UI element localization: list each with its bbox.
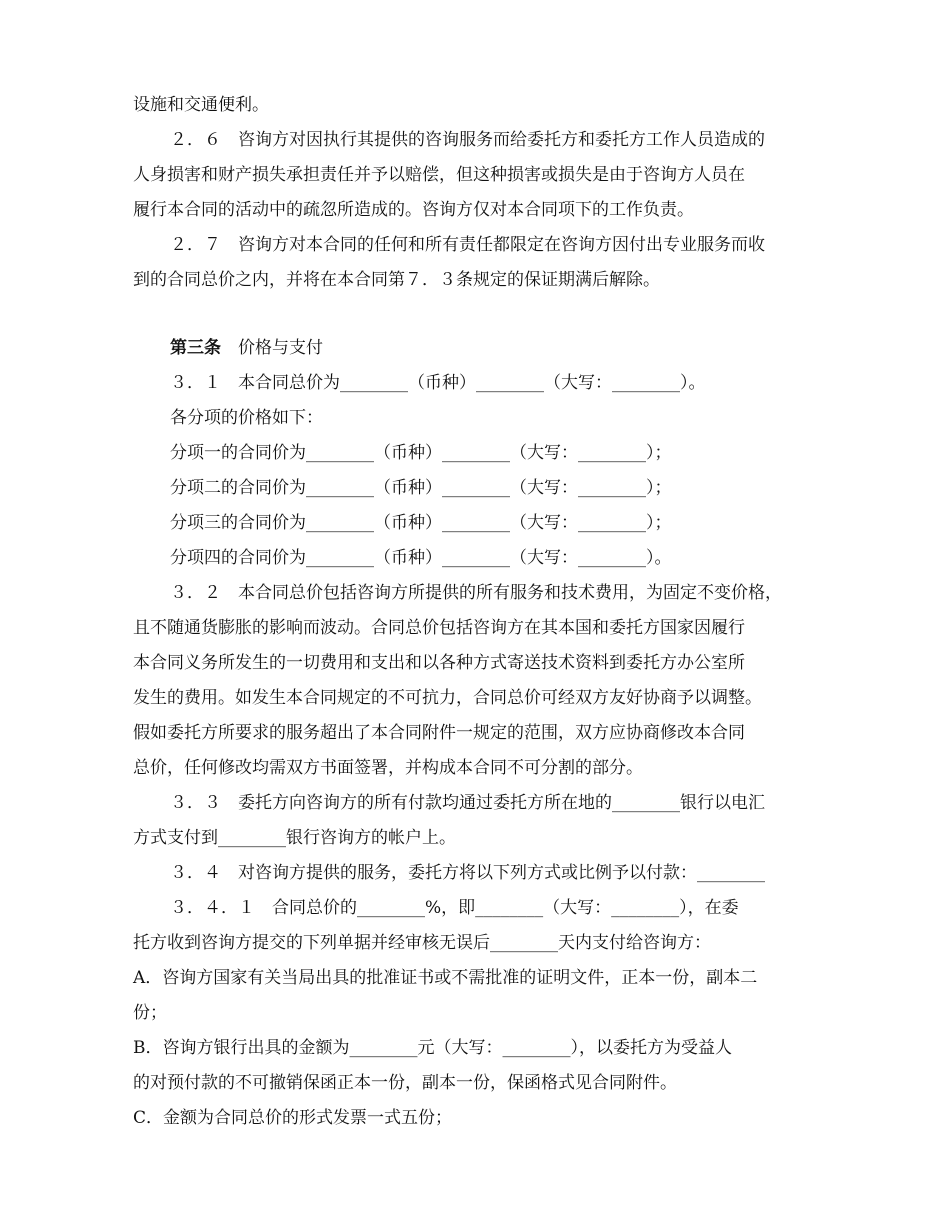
- text-line: 履行本合同的活动中的疏忽所造成的。咨询方仅对本合同项下的工作负责。: [133, 200, 694, 220]
- clause-3-3: ３．３ 委托方向咨询方的所有付款均通过委托方所在地的________银行以电汇: [170, 793, 765, 813]
- subitem-price: 分项二的合同价为________（币种）________（大写：________）；: [170, 478, 672, 498]
- list-item-c: C．金额为合同总价的形式发票一式五份；: [133, 1108, 453, 1128]
- text-line: 方式支付到________银行咨询方的帐户上。: [133, 828, 456, 848]
- text-line: 设施和交通便利。: [133, 95, 269, 115]
- text-line: 假如委托方所要求的服务超出了本合同附件一规定的范围，双方应协商修改本合同: [133, 723, 745, 743]
- text-line: 且不随通货膨胀的影响而波动。合同总价包括咨询方在其本国和委托方国家因履行: [133, 618, 745, 638]
- clause-3-4-1: ３．４．１ 合同总价的________%，即________（大写：________），在委: [170, 898, 739, 918]
- text-line: 份；: [133, 1003, 167, 1023]
- list-item-a: A．咨询方国家有关当局出具的批准证书或不需批准的证明文件，正本一份，副本二: [133, 968, 758, 988]
- subitem-price: 分项三的合同价为________（币种）________（大写：________）；: [170, 513, 672, 533]
- subitem-price: 分项四的合同价为________（币种）________（大写：________）。: [170, 548, 672, 568]
- text-line: 到的合同总价之内，并将在本合同第７．３条规定的保证期满后解除。: [133, 270, 660, 290]
- text-line: 本合同义务所发生的一切费用和支出和以各种方式寄送技术资料到委托方办公室所: [133, 653, 745, 673]
- text-line: 的对预付款的不可撤销保函正本一份，副本一份，保函格式见合同附件。: [133, 1073, 677, 1093]
- section-title: 价格与支付: [238, 338, 323, 358]
- text-line: 总价，任何修改均需双方书面签署，并构成本合同不可分割的部分。: [133, 758, 643, 778]
- text-line: 托方收到咨询方提交的下列单据并经审核无误后________天内支付给咨询方：: [133, 933, 711, 953]
- text-line: 人身损害和财产损失承担责任并予以赔偿，但这种损害或损失是由于咨询方人员在: [133, 165, 745, 185]
- clause-3-4: ３．４ 对咨询方提供的服务，委托方将以下列方式或比例予以付款：________: [170, 863, 765, 883]
- section-heading: [170, 333, 323, 358]
- clause-3-2: ３．２ 本合同总价包括咨询方所提供的所有服务和技术费用，为固定不变价格，: [170, 583, 782, 603]
- clause-2-6: ２．６ 咨询方对因执行其提供的咨询服务而给委托方和委托方工作人员造成的: [170, 130, 765, 150]
- text-line: 各分项的价格如下：: [170, 408, 323, 428]
- list-item-b: B．咨询方银行出具的金额为________元（大写：________），以委托方为受益人: [133, 1038, 732, 1058]
- clause-2-7: ２．７ 咨询方对本合同的任何和所有责任都限定在咨询方因付出专业服务而收: [170, 235, 765, 255]
- text-line: 发生的费用。如发生本合同规定的不可抗力，合同总价可经双方友好协商予以调整。: [133, 688, 762, 708]
- section-number: 第三条: [170, 338, 221, 358]
- subitem-price: 分项一的合同价为________（币种）________（大写：________）；: [170, 443, 672, 463]
- clause-3-1: ３．１ 本合同总价为________（币种）________（大写：________）。: [170, 373, 706, 393]
